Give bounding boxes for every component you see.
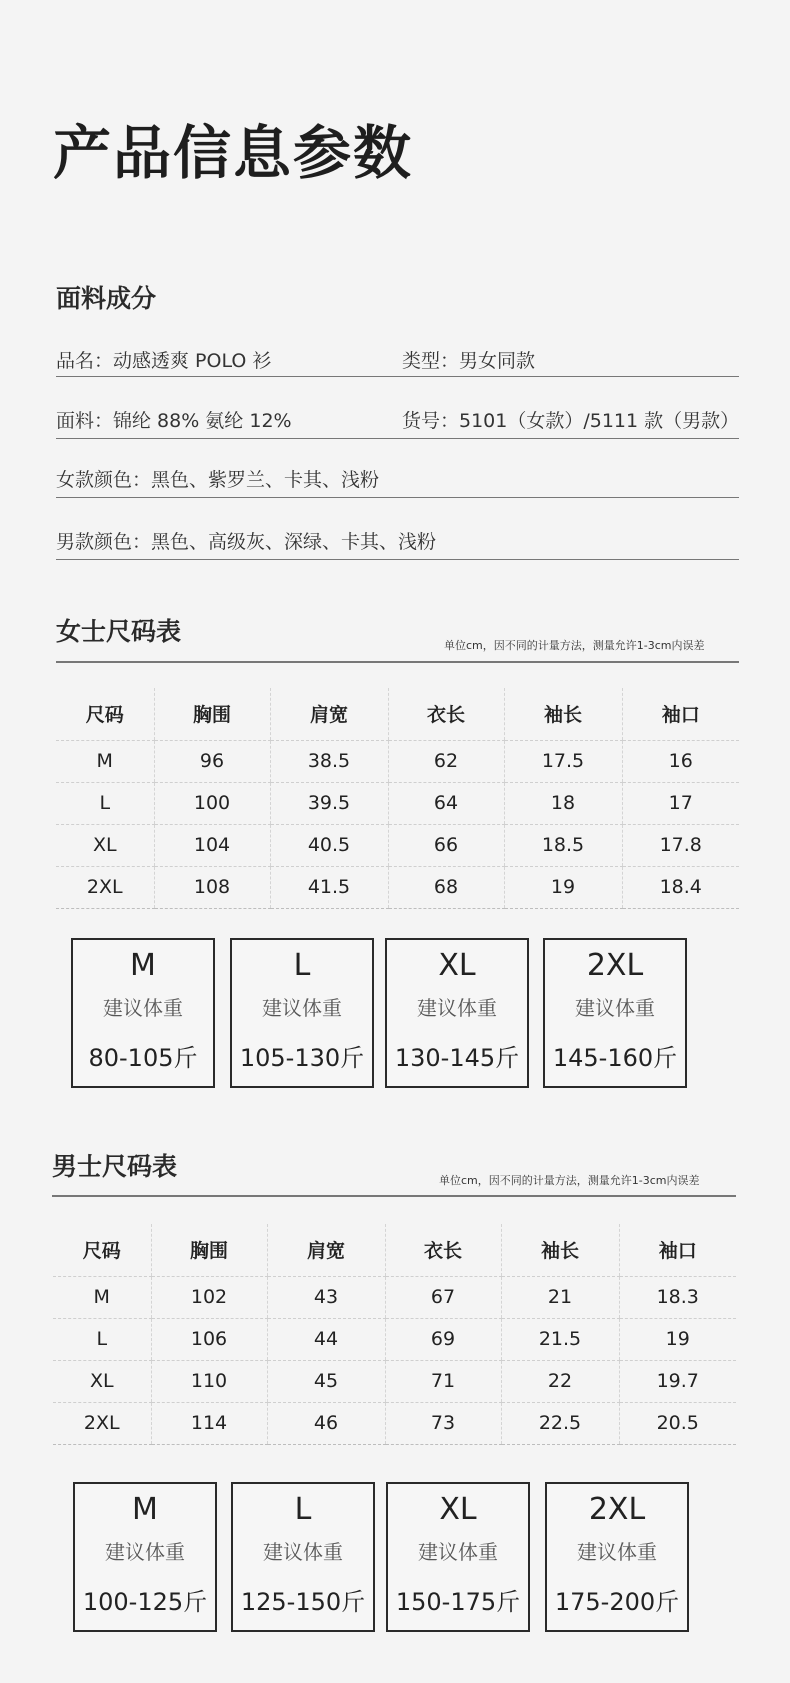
weight-card (73, 1482, 217, 1632)
table-header-row (53, 1224, 736, 1276)
cell: 19 (619, 1318, 736, 1360)
header-shoulder: 肩宽 (267, 1224, 385, 1276)
men-size-table (53, 1224, 736, 1445)
weight-card (545, 1482, 689, 1632)
cell: 2XL (53, 1402, 151, 1444)
men-size-heading: 男士尺码表 (52, 1152, 178, 1181)
product-type: 类型：男女同款 (402, 350, 536, 372)
card-weight: 80-105斤 (88, 1044, 198, 1072)
cell: 106 (151, 1318, 267, 1360)
cell: 18 (504, 782, 622, 824)
cell: 108 (154, 866, 270, 908)
cell: 18.3 (619, 1276, 736, 1318)
header-size: 尺码 (53, 1224, 151, 1276)
divider (56, 497, 739, 498)
cell: 45 (267, 1360, 385, 1402)
card-size: XL (439, 1492, 477, 1527)
card-size: M (130, 948, 156, 983)
header-chest: 胸围 (154, 688, 270, 740)
cell: 41.5 (270, 866, 388, 908)
table-header-row (56, 688, 739, 740)
cell: 114 (151, 1402, 267, 1444)
cell: M (56, 740, 154, 782)
cell: 16 (622, 740, 739, 782)
page-title: 产品信息参数 (53, 119, 414, 187)
header-cuff: 袖口 (622, 688, 739, 740)
women-colors: 女款颜色：黑色、紫罗兰、卡其、浅粉 (56, 469, 380, 491)
cell: 18.4 (622, 866, 739, 908)
cell: 110 (151, 1360, 267, 1402)
cell: 69 (385, 1318, 501, 1360)
fabric-composition: 面料：锦纶 88% 氨纶 12% (56, 410, 292, 432)
card-label: 建议体重 (263, 1540, 343, 1564)
cell: 2XL (56, 866, 154, 908)
table-row (53, 1318, 736, 1360)
card-weight: 130-145斤 (394, 1044, 520, 1072)
table-row (53, 1360, 736, 1402)
cell: 21 (501, 1276, 619, 1318)
weight-card (231, 1482, 375, 1632)
card-label: 建议体重 (418, 1540, 498, 1564)
card-label: 建议体重 (262, 996, 342, 1020)
women-size-heading: 女士尺码表 (56, 617, 182, 646)
table-row (53, 1402, 736, 1444)
cell: 71 (385, 1360, 501, 1402)
weight-card (385, 938, 529, 1088)
table-row (56, 782, 739, 824)
cell: 44 (267, 1318, 385, 1360)
card-size: L (293, 948, 311, 983)
section-rule (52, 1195, 736, 1197)
card-size: 2XL (586, 948, 644, 983)
cell: 73 (385, 1402, 501, 1444)
cell: 96 (154, 740, 270, 782)
card-size: XL (438, 948, 476, 983)
cell: XL (56, 824, 154, 866)
cell: 20.5 (619, 1402, 736, 1444)
card-weight: 145-160斤 (552, 1044, 678, 1072)
card-size: L (294, 1492, 312, 1527)
cell: 21.5 (501, 1318, 619, 1360)
divider (56, 559, 739, 560)
table-row (56, 866, 739, 908)
cell: 102 (151, 1276, 267, 1318)
cell: 46 (267, 1402, 385, 1444)
header-shoulder: 肩宽 (270, 688, 388, 740)
table-row (56, 824, 739, 866)
cell: 100 (154, 782, 270, 824)
table-row (56, 740, 739, 782)
cell: 17.8 (622, 824, 739, 866)
cell: 17.5 (504, 740, 622, 782)
cell: 19.7 (619, 1360, 736, 1402)
weight-card (230, 938, 374, 1088)
card-size: 2XL (588, 1492, 646, 1527)
header-length: 衣长 (388, 688, 504, 740)
card-label: 建议体重 (575, 996, 655, 1020)
cell: 67 (385, 1276, 501, 1318)
measurement-note: 单位cm，因不同的计量方法，测量允许1-3cm内误差 (444, 639, 705, 652)
cell: XL (53, 1360, 151, 1402)
card-weight: 125-150斤 (240, 1588, 366, 1616)
item-number: 货号：5101（女款）/5111 款（男款） (402, 410, 740, 432)
card-weight: 150-175斤 (395, 1588, 521, 1616)
card-label: 建议体重 (417, 996, 497, 1020)
cell: 104 (154, 824, 270, 866)
cell: 68 (388, 866, 504, 908)
cell: 19 (504, 866, 622, 908)
header-cuff: 袖口 (619, 1224, 736, 1276)
section-rule (56, 661, 739, 663)
cell: 17 (622, 782, 739, 824)
header-size: 尺码 (56, 688, 154, 740)
card-weight: 105-130斤 (239, 1044, 365, 1072)
divider (56, 438, 739, 439)
header-length: 衣长 (385, 1224, 501, 1276)
card-weight: 100-125斤 (82, 1588, 208, 1616)
product-name: 品名：动感透爽 POLO 衫 (56, 350, 272, 372)
card-weight: 175-200斤 (554, 1588, 680, 1616)
measurement-note: 单位cm，因不同的计量方法，测量允许1-3cm内误差 (439, 1174, 700, 1187)
women-size-table (56, 688, 739, 909)
cell: 40.5 (270, 824, 388, 866)
cell: 38.5 (270, 740, 388, 782)
cell: 62 (388, 740, 504, 782)
cell: 22.5 (501, 1402, 619, 1444)
cell: 43 (267, 1276, 385, 1318)
cell: 66 (388, 824, 504, 866)
table-row (53, 1276, 736, 1318)
header-chest: 胸围 (151, 1224, 267, 1276)
weight-card (386, 1482, 530, 1632)
weight-card (543, 938, 687, 1088)
card-label: 建议体重 (105, 1540, 185, 1564)
cell: M (53, 1276, 151, 1318)
weight-card (71, 938, 215, 1088)
cell: 39.5 (270, 782, 388, 824)
cell: L (53, 1318, 151, 1360)
fabric-heading: 面料成分 (56, 284, 157, 313)
divider (56, 376, 739, 377)
card-size: M (132, 1492, 158, 1527)
cell: 18.5 (504, 824, 622, 866)
card-label: 建议体重 (577, 1540, 657, 1564)
header-sleeve: 袖长 (504, 688, 622, 740)
cell: 64 (388, 782, 504, 824)
cell: L (56, 782, 154, 824)
card-label: 建议体重 (103, 996, 183, 1020)
header-sleeve: 袖长 (501, 1224, 619, 1276)
men-colors: 男款颜色：黑色、高级灰、深绿、卡其、浅粉 (56, 531, 437, 553)
cell: 22 (501, 1360, 619, 1402)
